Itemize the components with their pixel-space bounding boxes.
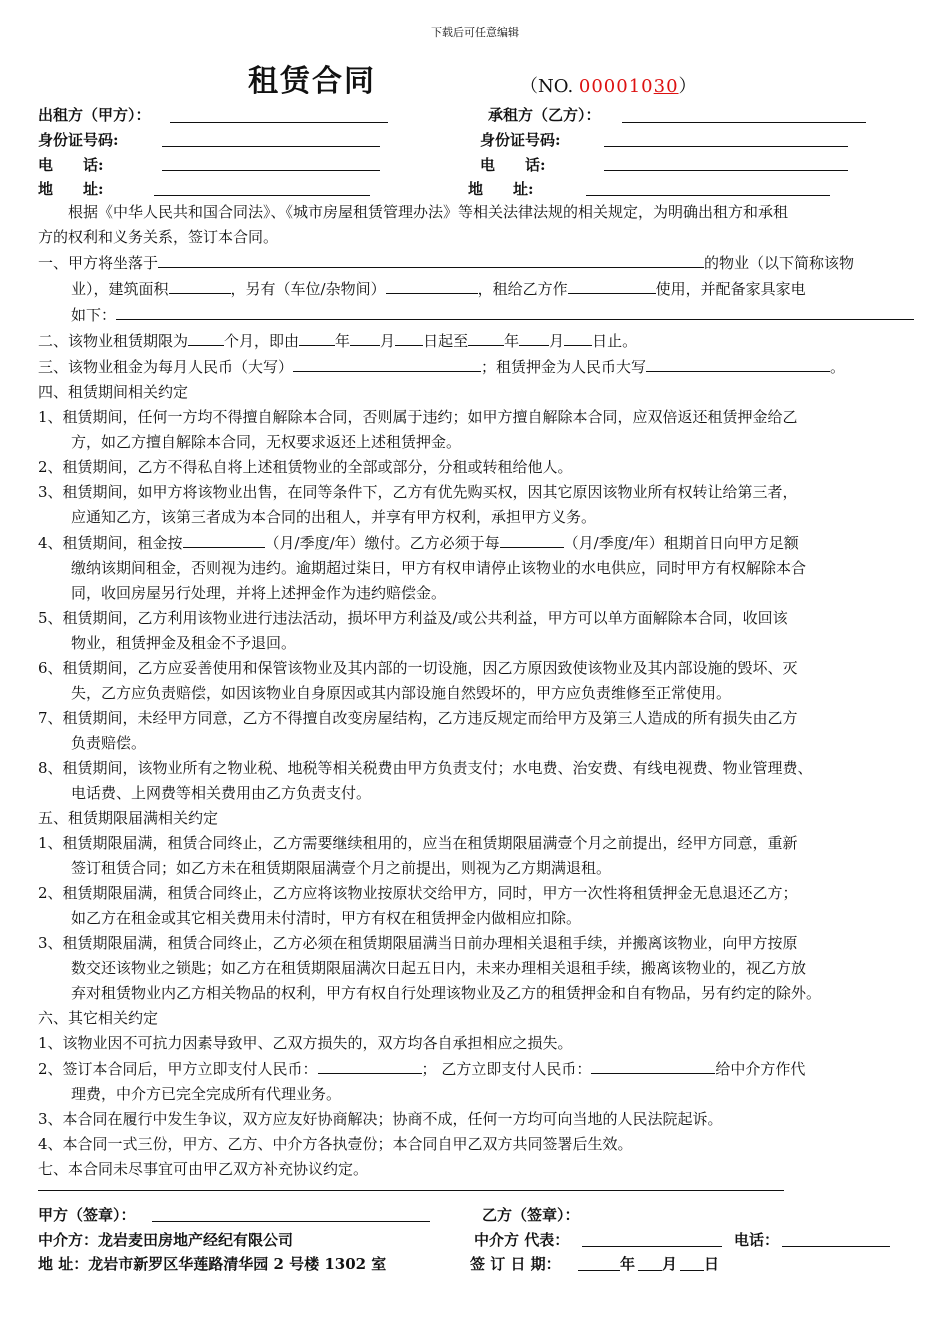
lessee-label: 承租方（乙方）： [488, 106, 601, 124]
end-day-blank[interactable] [564, 328, 592, 346]
clause-line: 缴纳该期间租金，否则视为违约。逾期超过柒日，甲方有权申请停止该物业的水电供应，同时甲方有权解除本合 [71, 559, 807, 577]
clause-line: 6、租赁期间，乙方应妥善使用和保管该物业及其内部的一切设施，因乙方原因致使该物业及其内部设施的毁坏、灭 [38, 659, 798, 677]
clause-text: 日起至 [423, 332, 469, 350]
clause-line: 1、租赁期间，任何一方均不得擅自解除本合同，否则属于违约；如甲方擅自解除本合同，应双倍返还租赁押金给乙 [38, 408, 798, 426]
party-a-fee-blank[interactable] [318, 1056, 422, 1074]
sign-day-label: 日 [704, 1255, 720, 1273]
clause-line: 3、租赁期间，如甲方将该物业出售，在同等条件下，乙方有优先购买权，因其它原因该物业所有权转让给第三者， [38, 483, 798, 501]
clause-text: 日止。 [592, 332, 638, 350]
id-field-a[interactable] [162, 146, 380, 147]
clause-3 [38, 354, 908, 380]
clause-2 [38, 328, 908, 354]
id-label-b: 身份证号码: [480, 131, 561, 149]
clause-text: 月 [549, 332, 565, 350]
clause-text: 给中介方作代 [715, 1060, 806, 1078]
contract-body [38, 200, 908, 1182]
address-label-a: 地 址: [38, 180, 104, 198]
lessee-field[interactable] [622, 122, 866, 123]
download-note: 下载后可任意编辑 [431, 26, 519, 39]
clause-text: 的物业（以下简称该物 [704, 254, 855, 272]
clause-line: 7、租赁期间，未经甲方同意，乙方不得擅自改变房屋结构，乙方违反规定而给甲方及第三人造成的所有损失由乙方 [38, 709, 798, 727]
address-label-b: 地 址: [468, 180, 534, 198]
property-location-blank[interactable] [158, 250, 704, 268]
id-field-b[interactable] [604, 146, 848, 147]
address-field-a[interactable] [154, 195, 370, 196]
phone-field-b[interactable] [604, 170, 848, 171]
clause-text: 如下： [71, 306, 117, 324]
party-a-sign-field[interactable] [152, 1221, 430, 1222]
start-month-blank[interactable] [350, 328, 380, 346]
clause-text: 个月，即由 [224, 332, 300, 350]
sign-year-label: 年 [620, 1255, 636, 1273]
clause-text: 一、甲方将坐落于 [38, 254, 159, 272]
party-a-sign-label: 甲方（签章）： [38, 1206, 136, 1224]
clause-1 [38, 250, 908, 276]
area-blank[interactable] [169, 276, 231, 294]
phone-field-a[interactable] [162, 170, 380, 171]
id-label-a: 身份证号码: [38, 131, 119, 149]
clause-text: 业），建筑面积 [71, 280, 169, 298]
clause-line: 5、租赁期间，乙方利用该物业进行违法活动，损坏甲方利益及/或公共利益，甲方可以单方面解除本合同，收回该 [38, 609, 788, 627]
clause-line: 理费，中介方已完全完成所有代理业务。 [71, 1085, 342, 1103]
usage-blank[interactable] [568, 276, 656, 294]
clause-text: 二、该物业租赁期限为 [38, 332, 189, 350]
clause-line: 4、本合同一式三份，甲方、乙方、中介方各执壹份；本合同自甲乙双方共同签署后生效。 [38, 1135, 633, 1153]
contract-number-prefix: （NO. [520, 76, 579, 97]
phone-label-b: 电 话: [480, 156, 546, 174]
clause-text: 月 [380, 332, 396, 350]
section-heading: 四、租赁期间相关约定 [38, 383, 189, 401]
signature-divider [38, 1190, 784, 1191]
clause-1-cont [38, 276, 908, 302]
clause-text: ； 乙方立即支付人民币： [421, 1060, 592, 1078]
months-blank[interactable] [188, 328, 224, 346]
agent-rep-label: 中介方 代表： [474, 1231, 570, 1249]
clause-4-4 [38, 530, 908, 556]
contract-number-suffix: ） [678, 76, 697, 97]
clause-text: 使用，并配备家具家电 [655, 280, 806, 298]
clause-line: 2、租赁期限届满，租赁合同终止，乙方应将该物业按原状交给甲方，同时，甲方一次性将租赁押金无息退还乙方； [38, 884, 798, 902]
clause-text: 。 [830, 358, 846, 376]
sign-month-label: 月 [662, 1255, 678, 1273]
party-b-sign-label: 乙方（签章）： [482, 1206, 580, 1224]
section-heading: 五、租赁期限届满相关约定 [38, 809, 219, 827]
document-title: 租赁合同 [248, 64, 376, 99]
clause-text: 4、租赁期间，租金按 [38, 534, 183, 552]
clause-line: 同，收回房屋另行处理，并将上述押金作为违约赔偿金。 [71, 584, 447, 602]
payment-period-blank[interactable] [183, 530, 265, 548]
clause-line: 物业，租赁押金及租金不予退回。 [71, 634, 297, 652]
clause-1-cont [38, 302, 908, 328]
clause-text: ，另有（车位/杂物间） [230, 280, 386, 298]
clause-line: 1、该物业因不可抗力因素导致甲、乙双方损失的，双方均各自承担相应之损失。 [38, 1034, 573, 1052]
clause-text: （月/季度/年）租期首日向甲方足额 [563, 534, 799, 552]
agent-name: 中介方：龙岩麦田房地产经纪有限公司 [38, 1231, 294, 1249]
section-heading: 七、本合同未尽事宜可由甲乙双方补充协议约定。 [38, 1160, 369, 1178]
clause-line: 失，乙方应负责赔偿，如因该物业自身原因或其内部设施自然毁坏的，甲方应负责维修至正常使用。 [71, 684, 732, 702]
contract-number-underlined: 30 [653, 76, 679, 97]
clause-line: 8、租赁期间，该物业所有之物业税、地税等相关税费由甲方负责支付；水电费、治安费、有线电视费、物业管理费、 [38, 759, 813, 777]
sign-month-field[interactable] [638, 1270, 662, 1271]
end-month-blank[interactable] [519, 328, 549, 346]
contract-number [520, 72, 697, 98]
clause-line: 2、租赁期间，乙方不得私自将上述租赁物业的全部或部分，分租或转租给他人。 [38, 458, 573, 476]
sign-year-field[interactable] [578, 1270, 620, 1271]
clause-text: （月/季度/年）缴付。乙方必须于每 [264, 534, 500, 552]
agent-address: 地 址：龙岩市新罗区华莲路清华园 2 号楼 1302 室 [38, 1255, 387, 1273]
clause-line: 如乙方在租金或其它相关费用未付清时，甲方有权在租赁押金内做相应扣除。 [71, 909, 582, 927]
agent-phone-label: 电话： [734, 1231, 780, 1249]
end-year-blank[interactable] [468, 328, 504, 346]
clause-line: 3、本合同在履行中发生争议，双方应友好协商解决；协商不成，任何一方均可向当地的人民法院起诉。 [38, 1110, 723, 1128]
clause-line: 数交还该物业之锁匙；如乙方在租赁期限届满次日起五日内，未来办理相关退租手续，搬离该物业的，视乙方放 [71, 959, 807, 977]
clause-line: 负责赔偿。 [71, 734, 147, 752]
sign-date-label: 签 订 日 期： [470, 1255, 561, 1273]
clause-text: 2、签订本合同后，甲方立即支付人民币： [38, 1060, 318, 1078]
clause-text: 年 [335, 332, 351, 350]
clause-text: ；租赁押金为人民币大写 [481, 358, 647, 376]
clause-6-2 [38, 1056, 908, 1082]
rent-amount-blank[interactable] [293, 354, 481, 372]
contract-number-main: 000010 [578, 76, 654, 97]
clause-line: 方，如乙方擅自解除本合同，无权要求返还上述租赁押金。 [71, 433, 462, 451]
agent-rep-field[interactable] [582, 1246, 722, 1247]
sign-day-field[interactable] [680, 1270, 704, 1271]
clause-line: 3、租赁期限届满，租赁合同终止，乙方必须在租赁期限届满当日前办理相关退租手续，并搬离该物业，向甲方按原 [38, 934, 798, 952]
intro-line: 方的权利和义务关系，签订本合同。 [38, 228, 279, 246]
phone-label-a: 电 话: [38, 156, 104, 174]
section-heading: 六、其它相关约定 [38, 1009, 159, 1027]
clause-line: 应通知乙方，该第三者成为本合同的出租人，并享有甲方权利，承担甲方义务。 [71, 508, 597, 526]
intro-line: 根据《中华人民共和国合同法》、《城市房屋租赁管理办法》等相关法律法规的相关规定，为明确出租方和承租 [68, 203, 789, 221]
payment-cycle-blank[interactable] [500, 530, 564, 548]
start-year-blank[interactable] [299, 328, 335, 346]
parking-blank[interactable] [386, 276, 478, 294]
deposit-amount-blank[interactable] [646, 354, 830, 372]
furniture-blank[interactable] [116, 302, 914, 320]
address-field-b[interactable] [586, 195, 830, 196]
lessor-field[interactable] [170, 122, 388, 123]
clause-text: 三、该物业租金为每月人民币（大写） [38, 358, 294, 376]
clause-line: 1、租赁期限届满，租赁合同终止，乙方需要继续租用的，应当在租赁期限届满壹个月之前提出，经甲方同意，重新 [38, 834, 798, 852]
clause-line: 签订租赁合同；如乙方未在租赁期限届满壹个月之前提出，则视为乙方期满退租。 [71, 859, 612, 877]
clause-text: ，租给乙方作 [477, 280, 568, 298]
clause-text: 年 [504, 332, 520, 350]
lessor-label: 出租方（甲方）： [38, 106, 151, 124]
party-b-fee-blank[interactable] [591, 1056, 715, 1074]
start-day-blank[interactable] [395, 328, 423, 346]
clause-line: 弃对租赁物业内乙方相关物品的权利，甲方有权自行处理该物业及乙方的租赁押金和自有物品，另有约定的除外。 [71, 984, 822, 1002]
agent-phone-field[interactable] [782, 1246, 890, 1247]
clause-line: 电话费、上网费等相关费用由乙方负责支付。 [71, 784, 372, 802]
